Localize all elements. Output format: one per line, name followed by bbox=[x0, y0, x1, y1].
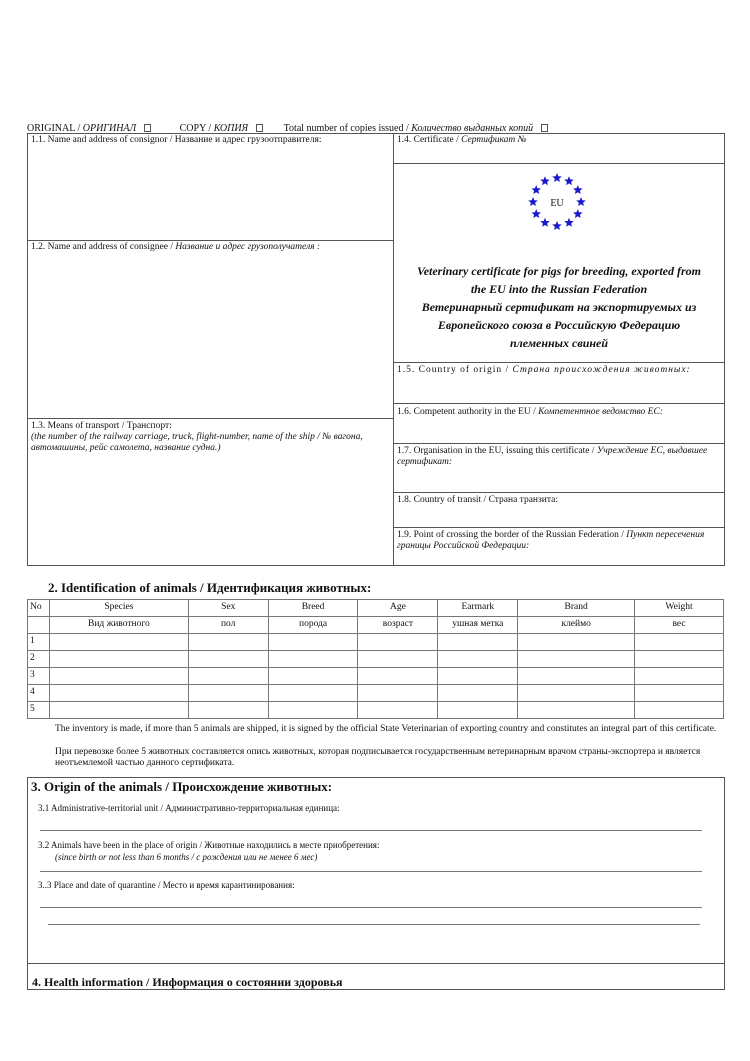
table-cell[interactable] bbox=[518, 702, 635, 719]
column-header-ru: вес bbox=[635, 617, 724, 634]
consignor-field[interactable]: 1.1. Name and address of consignor / Название и адрес грузоотправителя: bbox=[31, 135, 322, 145]
table-header-row-ru bbox=[28, 617, 724, 634]
eu-flag-logo bbox=[526, 172, 588, 232]
column-header: Earmark bbox=[438, 600, 518, 617]
table-cell[interactable] bbox=[268, 668, 358, 685]
column-header-ru bbox=[28, 617, 50, 634]
table-cell[interactable] bbox=[358, 651, 438, 668]
column-header: Weight bbox=[635, 600, 724, 617]
inventory-note-en: The inventory is made, if more than 5 animals are shipped, it is signed by the official State Veterinarian of exporting country and constitutes an integral part of this certificate. bbox=[55, 724, 717, 734]
consignee-field[interactable]: 1.2. Name and address of consignee / Название и адрес грузополучателя : bbox=[31, 242, 321, 252]
section-2-heading: 2. Identification of animals / Идентификация животных: bbox=[48, 580, 372, 595]
table-cell[interactable] bbox=[438, 651, 518, 668]
quarantine-label: 3..3 Place and date of quarantine / Место и время карантинирования: bbox=[38, 880, 295, 890]
column-header: Sex bbox=[188, 600, 268, 617]
admin-unit-input[interactable] bbox=[40, 830, 702, 831]
table-cell[interactable] bbox=[358, 702, 438, 719]
star-icon bbox=[552, 173, 562, 182]
divider bbox=[393, 492, 725, 493]
column-header-ru: возраст bbox=[358, 617, 438, 634]
table-cell[interactable] bbox=[49, 634, 188, 651]
table-cell[interactable] bbox=[268, 651, 358, 668]
row-number: 2 bbox=[28, 651, 50, 668]
star-icon bbox=[540, 218, 550, 227]
table-cell[interactable] bbox=[49, 651, 188, 668]
table-cell[interactable] bbox=[268, 702, 358, 719]
table-cell[interactable] bbox=[358, 668, 438, 685]
star-icon bbox=[564, 218, 574, 227]
eu-logo-text: EU bbox=[550, 198, 564, 209]
table-cell[interactable] bbox=[438, 634, 518, 651]
animals-table bbox=[27, 599, 724, 719]
section-4-heading: 4. Health information / Информация о состоянии здоровья bbox=[32, 975, 343, 989]
star-icon bbox=[552, 221, 562, 230]
column-header-ru: Вид животного bbox=[49, 617, 188, 634]
column-header: Brand bbox=[518, 600, 635, 617]
certificate-title: Veterinary certificate for pigs for breeding, exported from the EU into the Russian Federation Ветеринарный сертификат на экспортируемых из Европейского союза в Российскую Федерацию племенных свиней bbox=[417, 264, 701, 350]
admin-unit-label: 3.1 Administrative-territorial unit / Административно-территориальная единица: bbox=[38, 803, 340, 813]
table-row bbox=[28, 668, 724, 685]
table-cell[interactable] bbox=[49, 685, 188, 702]
table-cell[interactable] bbox=[518, 668, 635, 685]
divider bbox=[27, 418, 393, 419]
table-cell[interactable] bbox=[188, 685, 268, 702]
star-icon bbox=[564, 176, 574, 185]
place-of-origin-input[interactable] bbox=[40, 871, 702, 872]
table-cell[interactable] bbox=[438, 685, 518, 702]
copy-type-line: ORIGINAL / ОРИГИНАЛ COPY / КОПИЯ Total number of copies issued / Количество выданных копий bbox=[27, 123, 552, 134]
table-cell[interactable] bbox=[518, 651, 635, 668]
table-cell[interactable] bbox=[518, 685, 635, 702]
column-header-ru: порода bbox=[268, 617, 358, 634]
table-row bbox=[28, 685, 724, 702]
column-header-ru: ушная метка bbox=[438, 617, 518, 634]
divider bbox=[393, 443, 725, 444]
column-header-ru: пол bbox=[188, 617, 268, 634]
star-icon bbox=[573, 185, 583, 194]
place-of-origin-label: 3.2 Animals have been in the place of origin / Животные находились в месте приобретения: bbox=[38, 840, 380, 850]
row-number: 4 bbox=[28, 685, 50, 702]
column-header: No bbox=[28, 600, 50, 617]
table-cell[interactable] bbox=[188, 668, 268, 685]
column-header-ru: клеймо bbox=[518, 617, 635, 634]
divider bbox=[393, 527, 725, 528]
certificate-number-field[interactable]: 1.4. Certificate / Сертификат № bbox=[397, 135, 527, 145]
star-icon bbox=[532, 185, 542, 194]
table-cell[interactable] bbox=[188, 634, 268, 651]
table-cell[interactable] bbox=[635, 668, 724, 685]
table-cell[interactable] bbox=[635, 685, 724, 702]
table-cell[interactable] bbox=[268, 634, 358, 651]
column-header: Age bbox=[358, 600, 438, 617]
star-icon bbox=[576, 197, 586, 206]
star-icon bbox=[540, 176, 550, 185]
table-cell[interactable] bbox=[518, 634, 635, 651]
quarantine-input[interactable] bbox=[40, 907, 702, 908]
original-checkbox[interactable] bbox=[144, 124, 151, 132]
competent-authority-field[interactable]: 1.6. Competent authority in the EU / Компетентное ведомство ЕС: bbox=[397, 407, 663, 417]
divider bbox=[393, 403, 725, 404]
transport-field[interactable]: 1.3. Means of transport / Транспорт: (the number of the railway carriage, truck, flight-number, name of the ship / № вагона, автомашины, рейс самолета, название судна.) bbox=[31, 421, 363, 453]
country-of-transit-field[interactable]: 1.8. Country of transit / Страна транзита: bbox=[397, 495, 558, 505]
table-row bbox=[28, 651, 724, 668]
table-cell[interactable] bbox=[438, 668, 518, 685]
place-of-origin-note: (since birth or not less than 6 months / с рождения или не менее 6 мес) bbox=[55, 852, 318, 862]
row-number: 1 bbox=[28, 634, 50, 651]
table-row bbox=[28, 702, 724, 719]
row-number: 5 bbox=[28, 702, 50, 719]
border-crossing-field[interactable]: 1.9. Point of crossing the border of the Russian Federation / Пункт пересечения границы Российской Федерации: bbox=[397, 530, 705, 551]
divider bbox=[393, 163, 725, 164]
table-cell[interactable] bbox=[358, 685, 438, 702]
star-icon bbox=[532, 209, 542, 218]
table-cell[interactable] bbox=[438, 702, 518, 719]
row-number: 3 bbox=[28, 668, 50, 685]
table-cell[interactable] bbox=[49, 702, 188, 719]
section-3-heading: 3. Origin of the animals / Происхождение животных: bbox=[31, 779, 333, 794]
country-of-origin-field[interactable]: 1.5. Country of origin / Страна происхождения животных: bbox=[397, 365, 691, 375]
table-cell[interactable] bbox=[358, 634, 438, 651]
star-icon bbox=[573, 209, 583, 218]
table-row bbox=[28, 634, 724, 651]
divider bbox=[393, 362, 725, 363]
column-header: Breed bbox=[268, 600, 358, 617]
table-cell[interactable] bbox=[268, 685, 358, 702]
table-cell[interactable] bbox=[49, 668, 188, 685]
table-header-row bbox=[28, 600, 724, 617]
inventory-note-ru: При перевозке более 5 животных составляется опись животных, которая подписывается государственным ветеринарным врачом страны-экспортера и является неотъемлемой частью данного сертификата. bbox=[55, 747, 701, 768]
divider bbox=[27, 963, 725, 964]
table-cell[interactable] bbox=[635, 702, 724, 719]
column-header: Species bbox=[49, 600, 188, 617]
copy-checkbox[interactable] bbox=[256, 124, 263, 132]
copies-count-checkbox[interactable] bbox=[541, 124, 548, 132]
table-cell[interactable] bbox=[188, 702, 268, 719]
divider bbox=[27, 240, 393, 241]
quarantine-input-2[interactable] bbox=[48, 924, 700, 925]
table-cell[interactable] bbox=[635, 651, 724, 668]
table-cell[interactable] bbox=[635, 634, 724, 651]
table-cell[interactable] bbox=[188, 651, 268, 668]
star-icon bbox=[528, 197, 538, 206]
issuing-organisation-field[interactable]: 1.7. Organisation in the EU, issuing this certificate / Учреждение ЕС, выдавшее сертификат: bbox=[397, 446, 708, 467]
